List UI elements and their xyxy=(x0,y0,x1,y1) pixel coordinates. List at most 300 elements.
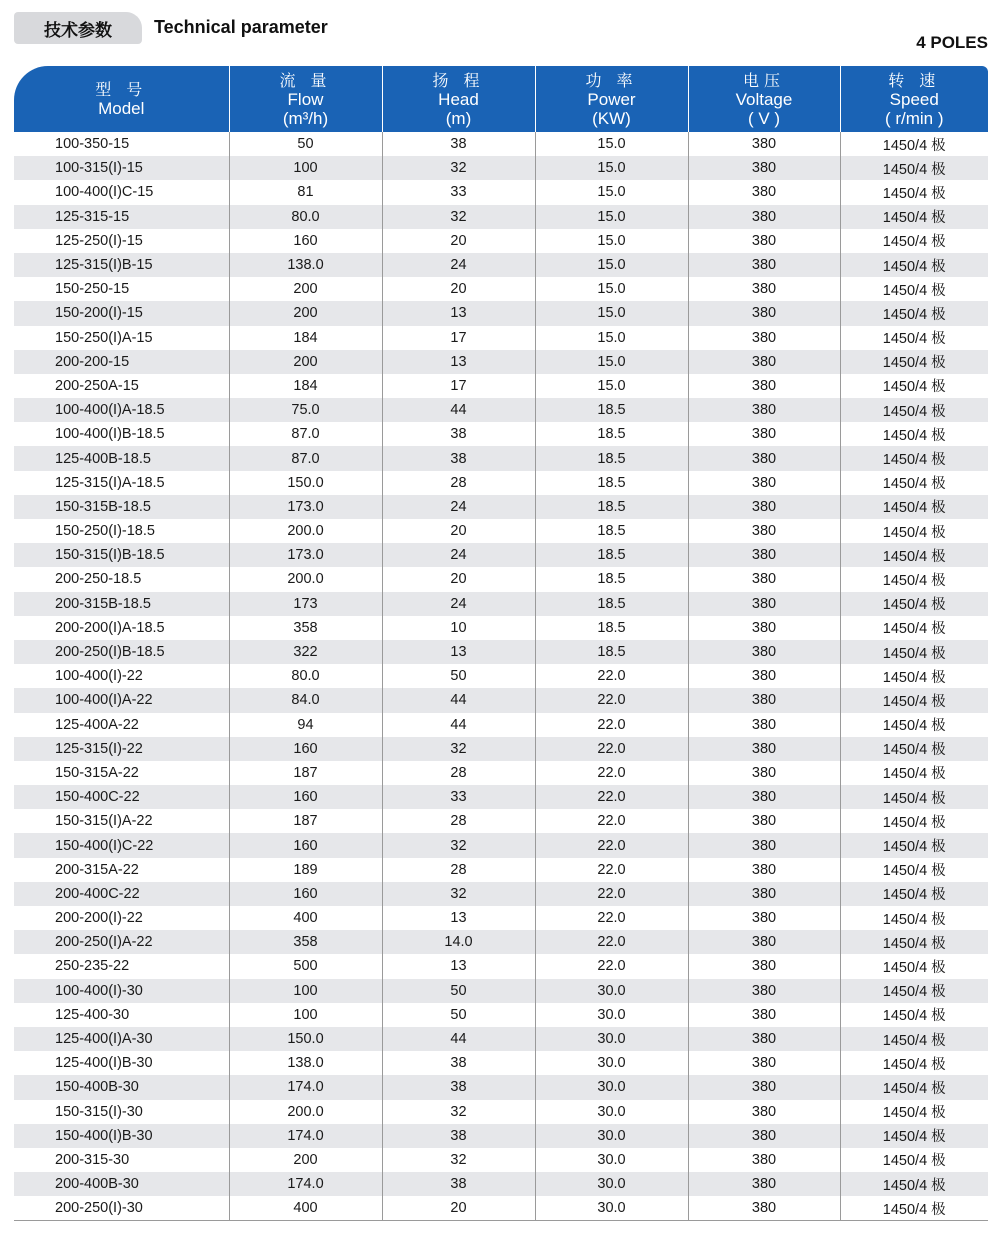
cell-head: 32 xyxy=(382,882,535,906)
table-row xyxy=(14,471,988,495)
cell-flow: 160 xyxy=(229,882,382,906)
cell-model: 125-315(I)-22 xyxy=(14,737,229,761)
cell-flow: 100 xyxy=(229,1003,382,1027)
cell-speed: 1450/4 极 xyxy=(840,1027,988,1051)
cell-model: 100-400(I)-22 xyxy=(55,668,143,685)
cell-flow: 138.0 xyxy=(229,253,382,277)
cell-speed: 1450/4 极 xyxy=(840,930,988,954)
table-row xyxy=(14,761,988,785)
cell-model: 100-400(I)A-22 xyxy=(14,688,229,712)
cell-model: 150-250(I)-18.5 xyxy=(55,523,155,540)
cell-power: 22.0 xyxy=(535,906,688,930)
cell-flow: 80.0 xyxy=(229,664,382,688)
cell-flow: 200 xyxy=(229,1148,382,1172)
table-row xyxy=(14,906,988,930)
table-row xyxy=(14,954,988,978)
cell-head: 32 xyxy=(382,833,535,857)
cell-power: 15.0 xyxy=(535,229,688,253)
cell-model: 100-400(I)A-18.5 xyxy=(14,398,229,422)
cell-model: 150-400(I)C-22 xyxy=(14,833,229,857)
cell-voltage: 380 xyxy=(688,979,840,1003)
column-header-head xyxy=(382,66,535,132)
column-header-speed-en: Speed xyxy=(889,89,939,109)
cell-power: 30.0 xyxy=(535,979,688,1003)
cell-model: 150-315B-18.5 xyxy=(14,495,229,519)
cell-power: 18.5 xyxy=(535,495,688,519)
cell-power: 22.0 xyxy=(535,713,688,737)
cell-voltage: 380 xyxy=(688,1124,840,1148)
cell-head: 32 xyxy=(382,205,535,229)
cell-power: 15.0 xyxy=(535,277,688,301)
cell-head: 32 xyxy=(382,156,535,180)
cell-model: 250-235-22 xyxy=(55,958,130,975)
table-row xyxy=(14,180,988,204)
cell-model: 100-315(I)-15 xyxy=(14,156,229,180)
cell-voltage: 380 xyxy=(688,809,840,833)
cell-voltage: 380 xyxy=(688,954,840,978)
cell-voltage: 380 xyxy=(688,446,840,470)
cell-speed: 1450/4 极 xyxy=(840,1075,988,1099)
cell-flow: 184 xyxy=(229,326,382,350)
cell-power: 15.0 xyxy=(535,326,688,350)
cell-voltage: 380 xyxy=(688,616,840,640)
cell-head: 28 xyxy=(382,761,535,785)
cell-voltage: 380 xyxy=(688,326,840,350)
cell-power: 30.0 xyxy=(535,1027,688,1051)
cell-head: 38 xyxy=(382,1124,535,1148)
table-row xyxy=(14,640,988,664)
cell-speed: 1450/4 极 xyxy=(840,1172,988,1196)
table-header xyxy=(14,66,988,132)
cell-speed: 1450/4 极 xyxy=(840,519,988,543)
cell-voltage: 380 xyxy=(688,156,840,180)
column-header-power xyxy=(535,66,688,132)
cell-speed: 1450/4 极 xyxy=(840,713,988,737)
cell-power: 22.0 xyxy=(535,930,688,954)
cell-power: 22.0 xyxy=(535,761,688,785)
cell-head: 28 xyxy=(382,809,535,833)
table-row xyxy=(14,1124,988,1148)
cell-power: 30.0 xyxy=(535,1124,688,1148)
cell-head: 13 xyxy=(382,350,535,374)
cell-model: 150-250-15 xyxy=(55,281,130,298)
cell-model: 200-200-15 xyxy=(14,350,229,374)
column-header-flow xyxy=(229,66,382,132)
cell-model: 200-200(I)-22 xyxy=(55,910,143,927)
table-row xyxy=(14,1100,988,1124)
cell-flow: 174.0 xyxy=(229,1124,382,1148)
cell-head: 17 xyxy=(382,374,535,398)
cell-speed: 1450/4 极 xyxy=(840,471,988,495)
cell-speed: 1450/4 极 xyxy=(840,156,988,180)
cell-model: 200-400B-30 xyxy=(14,1172,229,1196)
cell-flow: 189 xyxy=(229,858,382,882)
cell-head: 32 xyxy=(382,1148,535,1172)
cell-model: 150-315A-22 xyxy=(55,764,139,781)
cell-model: 150-400C-22 xyxy=(14,785,229,809)
cell-speed: 1450/4 极 xyxy=(840,761,988,785)
cell-voltage: 380 xyxy=(688,543,840,567)
table-row xyxy=(14,688,988,712)
table-row xyxy=(14,1172,988,1196)
cell-speed: 1450/4 极 xyxy=(840,277,988,301)
table-row xyxy=(14,350,988,374)
cell-model: 200-200(I)A-18.5 xyxy=(55,619,165,636)
table-row xyxy=(14,1196,988,1221)
table-row xyxy=(14,398,988,422)
cell-flow: 150.0 xyxy=(229,471,382,495)
cell-voltage: 380 xyxy=(688,761,840,785)
cell-power: 30.0 xyxy=(535,1003,688,1027)
table-row xyxy=(14,1148,988,1172)
cell-power: 18.5 xyxy=(535,422,688,446)
header-row xyxy=(14,66,988,132)
cell-head: 24 xyxy=(382,495,535,519)
cell-speed: 1450/4 极 xyxy=(840,446,988,470)
cell-model: 125-315(I)A-18.5 xyxy=(55,474,165,491)
cell-speed: 1450/4 极 xyxy=(840,495,988,519)
table-row xyxy=(14,301,988,325)
cell-head: 44 xyxy=(382,688,535,712)
cell-speed: 1450/4 极 xyxy=(840,1051,988,1075)
cell-speed: 1450/4 极 xyxy=(840,1003,988,1027)
cell-power: 15.0 xyxy=(535,156,688,180)
table-row xyxy=(14,1003,988,1027)
column-header-power-cn: 功 率 xyxy=(585,70,638,90)
cell-power: 30.0 xyxy=(535,1075,688,1099)
cell-power: 30.0 xyxy=(535,1172,688,1196)
table-row xyxy=(14,737,988,761)
cell-head: 38 xyxy=(382,132,535,156)
cell-flow: 187 xyxy=(229,761,382,785)
cell-flow: 184 xyxy=(229,374,382,398)
cell-voltage: 380 xyxy=(688,1100,840,1124)
cell-power: 22.0 xyxy=(535,954,688,978)
table-row xyxy=(14,664,988,688)
table-row xyxy=(14,519,988,543)
cell-model: 125-400(I)B-30 xyxy=(55,1055,153,1072)
cell-power: 30.0 xyxy=(535,1100,688,1124)
cell-voltage: 380 xyxy=(688,640,840,664)
table-body xyxy=(14,132,988,1221)
cell-head: 24 xyxy=(382,253,535,277)
cell-speed: 1450/4 极 xyxy=(840,350,988,374)
cell-flow: 160 xyxy=(229,833,382,857)
cell-flow: 400 xyxy=(229,906,382,930)
section-title-en: Technical parameter xyxy=(154,17,328,37)
cell-power: 22.0 xyxy=(535,833,688,857)
cell-voltage: 380 xyxy=(688,1027,840,1051)
table-row xyxy=(14,446,988,470)
cell-voltage: 380 xyxy=(688,350,840,374)
cell-speed: 1450/4 极 xyxy=(840,882,988,906)
cell-head: 44 xyxy=(382,1027,535,1051)
cell-model: 100-400(I)-30 xyxy=(14,979,229,1003)
table-row xyxy=(14,326,988,350)
table-row xyxy=(14,1075,988,1099)
cell-head: 32 xyxy=(382,737,535,761)
section-title-cn: 技术参数 xyxy=(14,12,142,44)
cell-head: 20 xyxy=(382,567,535,591)
cell-speed: 1450/4 极 xyxy=(840,640,988,664)
cell-head: 13 xyxy=(382,906,535,930)
cell-model: 200-315B-18.5 xyxy=(14,592,229,616)
table-row xyxy=(14,616,988,640)
cell-flow: 200 xyxy=(229,350,382,374)
table-row xyxy=(14,229,988,253)
poles-label: 4 POLES xyxy=(916,33,988,52)
cell-speed: 1450/4 极 xyxy=(840,543,988,567)
cell-head: 50 xyxy=(382,664,535,688)
cell-flow: 358 xyxy=(229,616,382,640)
cell-voltage: 380 xyxy=(688,180,840,204)
cell-voltage: 380 xyxy=(688,422,840,446)
cell-model: 150-400(I)B-30 xyxy=(14,1124,229,1148)
table-row xyxy=(14,132,988,156)
cell-voltage: 380 xyxy=(688,253,840,277)
cell-head: 24 xyxy=(382,592,535,616)
cell-head: 38 xyxy=(382,446,535,470)
cell-speed: 1450/4 极 xyxy=(840,785,988,809)
column-header-speed-unit: ( r/min ) xyxy=(884,108,944,128)
cell-flow: 200.0 xyxy=(229,519,382,543)
cell-speed: 1450/4 极 xyxy=(840,979,988,1003)
cell-flow: 322 xyxy=(229,640,382,664)
cell-speed: 1450/4 极 xyxy=(840,374,988,398)
cell-speed: 1450/4 极 xyxy=(840,616,988,640)
cell-model: 200-250(I)-30 xyxy=(14,1196,229,1221)
cell-head: 20 xyxy=(382,229,535,253)
cell-flow: 100 xyxy=(229,156,382,180)
cell-flow: 87.0 xyxy=(229,446,382,470)
cell-voltage: 380 xyxy=(688,882,840,906)
cell-voltage: 380 xyxy=(688,1003,840,1027)
column-header-flow-en: Flow xyxy=(287,89,324,109)
column-header-voltage-en: Voltage xyxy=(735,89,793,109)
cell-flow: 200 xyxy=(229,277,382,301)
cell-model: 125-315-15 xyxy=(14,205,229,229)
cell-model: 150-315(I)A-22 xyxy=(55,813,153,830)
cell-head: 20 xyxy=(382,519,535,543)
cell-flow: 138.0 xyxy=(229,1051,382,1075)
cell-head: 10 xyxy=(382,616,535,640)
table-row xyxy=(14,495,988,519)
cell-power: 18.5 xyxy=(535,398,688,422)
cell-model: 200-315A-22 xyxy=(55,861,139,878)
table-row xyxy=(14,277,988,301)
cell-speed: 1450/4 极 xyxy=(840,180,988,204)
column-header-voltage xyxy=(688,66,840,132)
cell-power: 15.0 xyxy=(535,180,688,204)
cell-flow: 358 xyxy=(229,930,382,954)
cell-model: 200-250-18.5 xyxy=(55,571,142,588)
cell-model: 100-400(I)B-18.5 xyxy=(55,426,165,443)
table-row xyxy=(14,930,988,954)
cell-power: 15.0 xyxy=(535,301,688,325)
cell-speed: 1450/4 极 xyxy=(840,1124,988,1148)
cell-model: 125-250(I)-15 xyxy=(55,232,143,249)
cell-power: 18.5 xyxy=(535,471,688,495)
table-row xyxy=(14,543,988,567)
cell-power: 15.0 xyxy=(535,350,688,374)
cell-power: 22.0 xyxy=(535,664,688,688)
cell-power: 18.5 xyxy=(535,616,688,640)
cell-flow: 50 xyxy=(229,132,382,156)
cell-voltage: 380 xyxy=(688,592,840,616)
cell-power: 15.0 xyxy=(535,132,688,156)
table-row xyxy=(14,833,988,857)
cell-head: 44 xyxy=(382,713,535,737)
cell-model: 125-400B-18.5 xyxy=(14,446,229,470)
cell-voltage: 380 xyxy=(688,229,840,253)
cell-power: 30.0 xyxy=(535,1196,688,1221)
cell-voltage: 380 xyxy=(688,688,840,712)
cell-flow: 173 xyxy=(229,592,382,616)
cell-power: 18.5 xyxy=(535,446,688,470)
cell-voltage: 380 xyxy=(688,713,840,737)
cell-model: 200-400C-22 xyxy=(14,882,229,906)
column-header-head-en: Head xyxy=(438,89,479,109)
table-row xyxy=(14,1051,988,1075)
column-header-speed xyxy=(840,66,988,132)
cell-head: 28 xyxy=(382,471,535,495)
cell-speed: 1450/4 极 xyxy=(840,1148,988,1172)
cell-head: 13 xyxy=(382,954,535,978)
cell-flow: 100 xyxy=(229,979,382,1003)
cell-voltage: 380 xyxy=(688,737,840,761)
cell-model: 150-200(I)-15 xyxy=(14,301,229,325)
cell-flow: 200.0 xyxy=(229,567,382,591)
table-row xyxy=(14,809,988,833)
cell-flow: 80.0 xyxy=(229,205,382,229)
cell-flow: 160 xyxy=(229,229,382,253)
cell-flow: 200.0 xyxy=(229,1100,382,1124)
cell-power: 22.0 xyxy=(535,785,688,809)
cell-model: 125-400-30 xyxy=(55,1006,130,1023)
cell-head: 13 xyxy=(382,301,535,325)
cell-speed: 1450/4 极 xyxy=(840,1196,988,1221)
table-row xyxy=(14,858,988,882)
cell-power: 18.5 xyxy=(535,567,688,591)
table-row xyxy=(14,253,988,277)
column-header-power-unit: (KW) xyxy=(592,108,631,128)
cell-head: 13 xyxy=(382,640,535,664)
table-row xyxy=(14,422,988,446)
cell-voltage: 380 xyxy=(688,567,840,591)
cell-head: 33 xyxy=(382,785,535,809)
cell-power: 22.0 xyxy=(535,737,688,761)
cell-head: 38 xyxy=(382,1051,535,1075)
cell-head: 50 xyxy=(382,1003,535,1027)
cell-head: 44 xyxy=(382,398,535,422)
cell-voltage: 380 xyxy=(688,833,840,857)
column-header-head-cn: 扬 程 xyxy=(432,70,485,90)
cell-model: 200-315-30 xyxy=(55,1151,130,1168)
table-row xyxy=(14,713,988,737)
cell-voltage: 380 xyxy=(688,664,840,688)
cell-head: 38 xyxy=(382,1172,535,1196)
cell-flow: 174.0 xyxy=(229,1075,382,1099)
cell-speed: 1450/4 极 xyxy=(840,737,988,761)
cell-voltage: 380 xyxy=(688,785,840,809)
cell-power: 15.0 xyxy=(535,253,688,277)
cell-voltage: 380 xyxy=(688,1196,840,1221)
cell-speed: 1450/4 极 xyxy=(840,229,988,253)
cell-head: 38 xyxy=(382,422,535,446)
cell-speed: 1450/4 极 xyxy=(840,906,988,930)
cell-voltage: 380 xyxy=(688,277,840,301)
cell-model: 100-350-15 xyxy=(55,136,130,153)
cell-speed: 1450/4 极 xyxy=(840,253,988,277)
cell-flow: 81 xyxy=(229,180,382,204)
cell-model: 150-315(I)B-18.5 xyxy=(14,543,229,567)
cell-head: 20 xyxy=(382,1196,535,1221)
cell-voltage: 380 xyxy=(688,858,840,882)
cell-voltage: 380 xyxy=(688,1075,840,1099)
cell-model: 200-250A-15 xyxy=(55,377,139,394)
cell-flow: 87.0 xyxy=(229,422,382,446)
table-row xyxy=(14,785,988,809)
cell-speed: 1450/4 极 xyxy=(840,664,988,688)
cell-head: 32 xyxy=(382,1100,535,1124)
cell-power: 18.5 xyxy=(535,543,688,567)
table-row xyxy=(14,882,988,906)
cell-model: 125-400A-22 xyxy=(55,716,139,733)
cell-voltage: 380 xyxy=(688,519,840,543)
column-header-speed-cn: 转 速 xyxy=(888,70,941,90)
column-header-model-cn: 型 号 xyxy=(95,80,148,99)
cell-speed: 1450/4 极 xyxy=(840,326,988,350)
cell-head: 33 xyxy=(382,180,535,204)
cell-power: 22.0 xyxy=(535,858,688,882)
cell-power: 30.0 xyxy=(535,1051,688,1075)
table-row xyxy=(14,979,988,1003)
column-header-model-en: Model xyxy=(98,99,145,118)
cell-speed: 1450/4 极 xyxy=(840,688,988,712)
cell-flow: 173.0 xyxy=(229,495,382,519)
column-header-model xyxy=(14,66,229,132)
cell-flow: 173.0 xyxy=(229,543,382,567)
table-row xyxy=(14,1027,988,1051)
cell-voltage: 380 xyxy=(688,205,840,229)
cell-model: 150-315(I)-30 xyxy=(55,1103,143,1120)
cell-flow: 160 xyxy=(229,737,382,761)
cell-voltage: 380 xyxy=(688,1172,840,1196)
column-header-power-en: Power xyxy=(587,89,636,109)
table-row xyxy=(14,205,988,229)
cell-voltage: 380 xyxy=(688,471,840,495)
cell-flow: 94 xyxy=(229,713,382,737)
cell-speed: 1450/4 极 xyxy=(840,398,988,422)
column-header-voltage-unit: ( V ) xyxy=(747,108,781,128)
cell-speed: 1450/4 极 xyxy=(840,809,988,833)
cell-model: 200-250(I)A-22 xyxy=(14,930,229,954)
technical-parameter-table xyxy=(14,66,988,1221)
cell-model: 150-400B-30 xyxy=(14,1075,229,1099)
cell-voltage: 380 xyxy=(688,132,840,156)
cell-power: 22.0 xyxy=(535,882,688,906)
cell-power: 15.0 xyxy=(535,374,688,398)
cell-model: 150-250(I)A-15 xyxy=(55,329,153,346)
cell-speed: 1450/4 极 xyxy=(840,1100,988,1124)
column-header-flow-unit: (m³/h) xyxy=(282,108,329,128)
cell-power: 22.0 xyxy=(535,809,688,833)
cell-flow: 200 xyxy=(229,301,382,325)
cell-voltage: 380 xyxy=(688,301,840,325)
column-header-voltage-cn: 电压 xyxy=(742,70,785,90)
cell-voltage: 380 xyxy=(688,1051,840,1075)
cell-speed: 1450/4 极 xyxy=(840,567,988,591)
